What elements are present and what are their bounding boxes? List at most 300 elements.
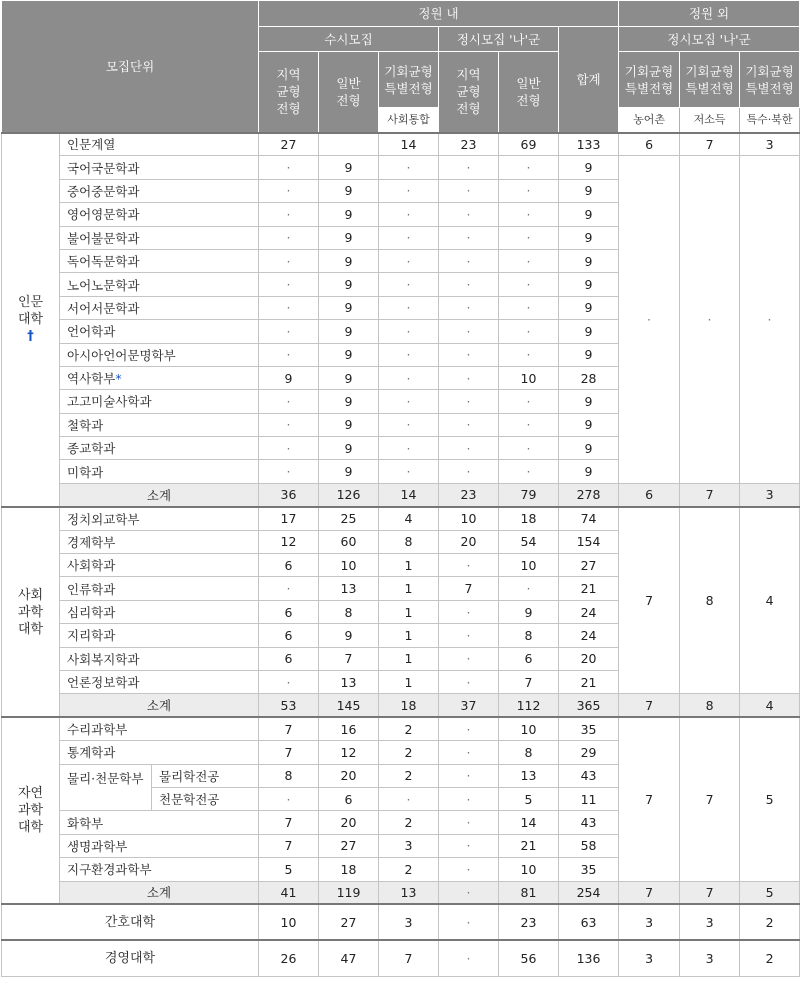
- humanities-row-4-cell-5: 9: [559, 226, 619, 249]
- natural-row-5-cell-1: 27: [319, 834, 379, 857]
- humanities-row-13-cell-2: ·: [379, 437, 439, 460]
- natural-row-4-cell-4: 14: [499, 811, 559, 834]
- table-row: [2, 133, 800, 156]
- header-sub-social: 사회통합: [379, 108, 439, 133]
- social-row-7-name: 언론정보학과: [60, 670, 259, 693]
- social-row-0-cell-4: 18: [499, 507, 559, 530]
- social-row-6-cell-2: 1: [379, 647, 439, 670]
- natural-row-1-cell-5: 29: [559, 741, 619, 764]
- social-row-0-name: 정치외교학부: [60, 507, 259, 530]
- nursing-cell-0: 10: [259, 904, 319, 940]
- humanities-row-1-out-1: ·: [680, 156, 740, 483]
- humanities-subtotal-cell-2: 14: [379, 483, 439, 506]
- social-row-4-cell-5: 24: [559, 600, 619, 623]
- natural-row-0-cell-3: ·: [439, 717, 499, 740]
- nursing-cell-2: 3: [379, 904, 439, 940]
- humanities-row-7-cell-5: 9: [559, 296, 619, 319]
- humanities-row-2-name: 중어중문학과: [60, 179, 259, 202]
- humanities-row-12-cell-5: 9: [559, 413, 619, 436]
- business-cell-2: 7: [379, 940, 439, 976]
- humanities-row-4-cell-4: ·: [499, 226, 559, 249]
- natural-row-3-cell-0: ·: [259, 787, 319, 810]
- humanities-row-7-cell-2: ·: [379, 296, 439, 319]
- social-row-5-cell-0: 6: [259, 624, 319, 647]
- humanities-row-7-name: 서어서문학과: [60, 296, 259, 319]
- natural-row-3-cell-1: 6: [319, 787, 379, 810]
- social-row-3-cell-3: 7: [439, 577, 499, 600]
- humanities-row-0-cell-0: 27: [259, 133, 319, 156]
- humanities-row-13-cell-1: 9: [319, 437, 379, 460]
- humanities-row-14-cell-0: ·: [259, 460, 319, 483]
- header-quota-out: 정원 외: [619, 1, 800, 27]
- social-row-4-cell-2: 1: [379, 600, 439, 623]
- natural-row-3-cell-3: ·: [439, 787, 499, 810]
- social-subtotal-out-0: 7: [619, 694, 680, 717]
- humanities-subtotal-cell-5: 278: [559, 483, 619, 506]
- humanities-row-10-cell-0: 9: [259, 366, 319, 389]
- nursing-out-1: 3: [680, 904, 740, 940]
- humanities-row-1-cell-4: ·: [499, 156, 559, 179]
- natural-row-4-cell-2: 2: [379, 811, 439, 834]
- humanities-row-4-cell-3: ·: [439, 226, 499, 249]
- social-row-2-name: 사회학과: [60, 554, 259, 577]
- natural-subtotal-out-2: 5: [740, 881, 800, 904]
- natural-row-0-cell-2: 2: [379, 717, 439, 740]
- natural-row-2-name: 물리·천문학부: [60, 764, 152, 811]
- humanities-row-13-name: 종교학과: [60, 437, 259, 460]
- social-row-0-cell-0: 17: [259, 507, 319, 530]
- social-row-3-cell-0: ·: [259, 577, 319, 600]
- humanities-row-5-cell-2: ·: [379, 249, 439, 272]
- social-subtotal-cell-2: 18: [379, 694, 439, 717]
- social-subtotal-out-2: 4: [740, 694, 800, 717]
- business-cell-3: ·: [439, 940, 499, 976]
- natural-row-5-cell-2: 3: [379, 834, 439, 857]
- social-row-6-cell-0: 6: [259, 647, 319, 670]
- humanities-row-3-cell-4: ·: [499, 203, 559, 226]
- college-natural: 자연 과학 대학: [2, 717, 60, 904]
- humanities-row-7-cell-3: ·: [439, 296, 499, 319]
- humanities-subtotal-cell-1: 126: [319, 483, 379, 506]
- natural-row-6-cell-2: 2: [379, 858, 439, 881]
- humanities-row-1-cell-0: ·: [259, 156, 319, 179]
- humanities-row-9-cell-0: ·: [259, 343, 319, 366]
- nursing-cell-4: 23: [499, 904, 559, 940]
- social-row-7-cell-2: 1: [379, 670, 439, 693]
- natural-row-4-cell-1: 20: [319, 811, 379, 834]
- natural-row-4-cell-5: 43: [559, 811, 619, 834]
- natural-row-6-cell-0: 5: [259, 858, 319, 881]
- humanities-subtotal-out-0: 6: [619, 483, 680, 506]
- humanities-row-12-cell-3: ·: [439, 413, 499, 436]
- natural-row-0-out-2: 5: [740, 717, 800, 881]
- social-subtotal-cell-5: 365: [559, 694, 619, 717]
- social-row-2-cell-3: ·: [439, 554, 499, 577]
- humanities-row-0-out-2: 3: [740, 133, 800, 156]
- humanities-row-3-cell-0: ·: [259, 203, 319, 226]
- natural-row-5-cell-5: 58: [559, 834, 619, 857]
- natural-subtotal-cell-3: ·: [439, 881, 499, 904]
- natural-subtotal-cell-1: 119: [319, 881, 379, 904]
- humanities-row-9-name: 아시아언어문명학부: [60, 343, 259, 366]
- humanities-row-6-cell-2: ·: [379, 273, 439, 296]
- humanities-row-10-cell-4: 10: [499, 366, 559, 389]
- natural-row-2-cell-2: 2: [379, 764, 439, 787]
- humanities-row-1-cell-2: ·: [379, 156, 439, 179]
- header-opportunity: 기회균형 특별전형: [379, 52, 439, 108]
- social-row-0-cell-3: 10: [439, 507, 499, 530]
- humanities-row-5-cell-0: ·: [259, 249, 319, 272]
- natural-row-1-cell-3: ·: [439, 741, 499, 764]
- humanities-row-1-cell-1: 9: [319, 156, 379, 179]
- humanities-row-13-cell-0: ·: [259, 437, 319, 460]
- header-out-2: 기회균형 특별전형: [680, 52, 740, 108]
- humanities-row-2-cell-0: ·: [259, 179, 319, 202]
- natural-row-0-name: 수리과학부: [60, 717, 259, 740]
- humanities-row-6-cell-3: ·: [439, 273, 499, 296]
- humanities-row-10-cell-2: ·: [379, 366, 439, 389]
- social-subtotal-out-1: 8: [680, 694, 740, 717]
- social-row-3-cell-4: ·: [499, 577, 559, 600]
- natural-row-1-name: 통계학과: [60, 741, 259, 764]
- social-row-0-cell-1: 25: [319, 507, 379, 530]
- humanities-row-11-cell-0: ·: [259, 390, 319, 413]
- header-susi: 수시모집: [259, 27, 439, 52]
- natural-row-6-name: 지구환경과학부: [60, 858, 259, 881]
- natural-row-6-cell-4: 10: [499, 858, 559, 881]
- humanities-row-11-cell-1: 9: [319, 390, 379, 413]
- humanities-row-9-cell-4: ·: [499, 343, 559, 366]
- social-row-6-cell-4: 6: [499, 647, 559, 670]
- social-row-0-cell-2: 4: [379, 507, 439, 530]
- humanities-row-8-cell-0: ·: [259, 320, 319, 343]
- natural-row-0-out-0: 7: [619, 717, 680, 881]
- social-row-6-cell-1: 7: [319, 647, 379, 670]
- humanities-subtotal-cell-4: 79: [499, 483, 559, 506]
- humanities-row-3-name: 영어영문학과: [60, 203, 259, 226]
- humanities-row-5-name: 독어독문학과: [60, 249, 259, 272]
- college-business: 경영대학: [2, 940, 259, 976]
- natural-row-2-sub-name: 물리학전공: [152, 764, 259, 787]
- natural-row-2-cell-3: ·: [439, 764, 499, 787]
- humanities-row-0-cell-4: 69: [499, 133, 559, 156]
- social-row-1-cell-1: 60: [319, 530, 379, 553]
- social-row-4-cell-4: 9: [499, 600, 559, 623]
- humanities-row-8-cell-5: 9: [559, 320, 619, 343]
- natural-row-0-cell-4: 10: [499, 717, 559, 740]
- humanities-row-0-cell-3: 23: [439, 133, 499, 156]
- natural-row-3-cell-2: ·: [379, 787, 439, 810]
- humanities-row-7-cell-4: ·: [499, 296, 559, 319]
- social-row-6-cell-3: ·: [439, 647, 499, 670]
- social-row-2-cell-1: 10: [319, 554, 379, 577]
- natural-row-3-cell-4: 5: [499, 787, 559, 810]
- social-row-0-out-2: 4: [740, 507, 800, 694]
- header-sub-lowincome: 저소득: [680, 108, 740, 133]
- humanities-row-3-cell-3: ·: [439, 203, 499, 226]
- natural-subtotal-cell-5: 254: [559, 881, 619, 904]
- nursing-out-0: 3: [619, 904, 680, 940]
- humanities-row-5-cell-4: ·: [499, 249, 559, 272]
- business-out-1: 3: [680, 940, 740, 976]
- humanities-row-5-cell-1: 9: [319, 249, 379, 272]
- nursing-cell-1: 27: [319, 904, 379, 940]
- humanities-row-3-cell-2: ·: [379, 203, 439, 226]
- humanities-row-13-cell-3: ·: [439, 437, 499, 460]
- natural-subtotal-label: 소계: [60, 881, 259, 904]
- humanities-row-7-cell-0: ·: [259, 296, 319, 319]
- college-humanities: 인문 대학 †: [2, 133, 60, 507]
- humanities-subtotal-cell-0: 36: [259, 483, 319, 506]
- humanities-row-12-cell-2: ·: [379, 413, 439, 436]
- natural-row-4-name: 화학부: [60, 811, 259, 834]
- natural-row-0-cell-1: 16: [319, 717, 379, 740]
- humanities-row-8-cell-3: ·: [439, 320, 499, 343]
- header-regional-2: 지역 균형 전형: [439, 52, 499, 133]
- humanities-row-14-cell-2: ·: [379, 460, 439, 483]
- humanities-row-9-cell-3: ·: [439, 343, 499, 366]
- natural-subtotal-cell-0: 41: [259, 881, 319, 904]
- humanities-subtotal-label: 소계: [60, 483, 259, 506]
- header-total: 합계: [559, 27, 619, 133]
- social-subtotal-cell-1: 145: [319, 694, 379, 717]
- social-row-4-name: 심리학과: [60, 600, 259, 623]
- humanities-row-11-cell-2: ·: [379, 390, 439, 413]
- social-row-5-name: 지리학과: [60, 624, 259, 647]
- college-mark: †: [27, 329, 34, 345]
- humanities-row-2-cell-3: ·: [439, 179, 499, 202]
- natural-row-2-cell-0: 8: [259, 764, 319, 787]
- humanities-row-8-cell-4: ·: [499, 320, 559, 343]
- humanities-row-1-out-0: ·: [619, 156, 680, 483]
- social-row-0-out-1: 8: [680, 507, 740, 694]
- college-social: 사회 과학 대학: [2, 507, 60, 718]
- humanities-row-9-cell-1: 9: [319, 343, 379, 366]
- natural-subtotal-row: [2, 881, 800, 904]
- humanities-row-3-cell-1: 9: [319, 203, 379, 226]
- humanities-row-5-cell-3: ·: [439, 249, 499, 272]
- humanities-row-8-cell-1: 9: [319, 320, 379, 343]
- social-row-7-cell-5: 21: [559, 670, 619, 693]
- humanities-row-2-cell-4: ·: [499, 179, 559, 202]
- natural-subtotal-out-1: 7: [680, 881, 740, 904]
- social-row-7-cell-4: 7: [499, 670, 559, 693]
- nursing-cell-3: ·: [439, 904, 499, 940]
- header-regional: 지역 균형 전형: [259, 52, 319, 133]
- humanities-row-10-cell-1: 9: [319, 366, 379, 389]
- social-subtotal-row: [2, 694, 800, 717]
- humanities-row-10-cell-3: ·: [439, 366, 499, 389]
- natural-row-1-cell-4: 8: [499, 741, 559, 764]
- humanities-subtotal-out-2: 3: [740, 483, 800, 506]
- table-body: [2, 133, 800, 977]
- social-subtotal-label: 소계: [60, 694, 259, 717]
- natural-subtotal-cell-4: 81: [499, 881, 559, 904]
- humanities-row-11-name: 고고미술사학과: [60, 390, 259, 413]
- social-row-3-cell-2: 1: [379, 577, 439, 600]
- college-nursing: 간호대학: [2, 904, 259, 940]
- business-row: [2, 940, 800, 976]
- humanities-row-14-cell-5: 9: [559, 460, 619, 483]
- social-row-6-cell-5: 20: [559, 647, 619, 670]
- social-row-5-cell-1: 9: [319, 624, 379, 647]
- social-row-5-cell-4: 8: [499, 624, 559, 647]
- social-row-1-cell-5: 154: [559, 530, 619, 553]
- header-jeongsi-out: 정시모집 '나'군: [619, 27, 800, 52]
- header-general: 일반 전형: [319, 52, 379, 133]
- humanities-row-2-cell-5: 9: [559, 179, 619, 202]
- social-row-5-cell-5: 24: [559, 624, 619, 647]
- admission-quota-table: [1, 0, 800, 977]
- humanities-row-0-cell-1: [319, 133, 379, 156]
- humanities-row-12-cell-1: 9: [319, 413, 379, 436]
- natural-row-0-cell-5: 35: [559, 717, 619, 740]
- humanities-row-2-cell-2: ·: [379, 179, 439, 202]
- social-row-1-cell-2: 8: [379, 530, 439, 553]
- social-row-2-cell-4: 10: [499, 554, 559, 577]
- social-row-6-name: 사회복지학과: [60, 647, 259, 670]
- humanities-row-3-cell-5: 9: [559, 203, 619, 226]
- social-row-2-cell-0: 6: [259, 554, 319, 577]
- humanities-row-4-cell-1: 9: [319, 226, 379, 249]
- humanities-row-8-cell-2: ·: [379, 320, 439, 343]
- social-row-5-cell-3: ·: [439, 624, 499, 647]
- social-subtotal-cell-0: 53: [259, 694, 319, 717]
- natural-row-5-cell-4: 21: [499, 834, 559, 857]
- business-out-0: 3: [619, 940, 680, 976]
- natural-row-5-name: 생명과학부: [60, 834, 259, 857]
- social-row-7-cell-3: ·: [439, 670, 499, 693]
- humanities-row-6-cell-5: 9: [559, 273, 619, 296]
- business-cell-0: 26: [259, 940, 319, 976]
- humanities-row-11-cell-3: ·: [439, 390, 499, 413]
- humanities-row-11-cell-5: 9: [559, 390, 619, 413]
- humanities-row-6-cell-4: ·: [499, 273, 559, 296]
- social-row-2-cell-2: 1: [379, 554, 439, 577]
- humanities-row-12-cell-4: ·: [499, 413, 559, 436]
- humanities-row-1-cell-3: ·: [439, 156, 499, 179]
- humanities-row-0-name: 인문계열: [60, 133, 259, 156]
- humanities-row-0-cell-5: 133: [559, 133, 619, 156]
- business-cell-4: 56: [499, 940, 559, 976]
- business-cell-5: 136: [559, 940, 619, 976]
- header-quota-in: 정원 내: [259, 1, 619, 27]
- social-row-2-cell-5: 27: [559, 554, 619, 577]
- header-out-3: 기회균형 특별전형: [740, 52, 800, 108]
- humanities-row-2-cell-1: 9: [319, 179, 379, 202]
- humanities-row-6-cell-0: ·: [259, 273, 319, 296]
- humanities-subtotal-out-1: 7: [680, 483, 740, 506]
- nursing-cell-5: 63: [559, 904, 619, 940]
- social-row-1-name: 경제학부: [60, 530, 259, 553]
- humanities-row-8-name: 언어학과: [60, 320, 259, 343]
- humanities-row-13-cell-4: ·: [499, 437, 559, 460]
- header-out-1: 기회균형 특별전형: [619, 52, 680, 108]
- humanities-row-1-out-2: ·: [740, 156, 800, 483]
- humanities-row-0-out-0: 6: [619, 133, 680, 156]
- table-row: [2, 156, 800, 179]
- natural-row-3-cell-5: 11: [559, 787, 619, 810]
- humanities-row-1-name: 국어국문학과: [60, 156, 259, 179]
- social-row-7-cell-0: ·: [259, 670, 319, 693]
- natural-row-0-out-1: 7: [680, 717, 740, 881]
- social-row-1-cell-0: 12: [259, 530, 319, 553]
- social-row-3-name: 인류학과: [60, 577, 259, 600]
- natural-subtotal-out-0: 7: [619, 881, 680, 904]
- social-row-1-cell-3: 20: [439, 530, 499, 553]
- humanities-row-7-cell-1: 9: [319, 296, 379, 319]
- table-row: [2, 717, 800, 740]
- humanities-row-9-cell-5: 9: [559, 343, 619, 366]
- social-row-4-cell-3: ·: [439, 600, 499, 623]
- natural-row-2-cell-5: 43: [559, 764, 619, 787]
- header-unit: 모집단위: [2, 1, 259, 133]
- humanities-row-0-cell-2: 14: [379, 133, 439, 156]
- humanities-row-4-cell-0: ·: [259, 226, 319, 249]
- social-row-4-cell-0: 6: [259, 600, 319, 623]
- header-jeongsi-in: 정시모집 '나'군: [439, 27, 559, 52]
- social-row-4-cell-1: 8: [319, 600, 379, 623]
- humanities-row-12-cell-0: ·: [259, 413, 319, 436]
- social-subtotal-cell-4: 112: [499, 694, 559, 717]
- humanities-row-1-cell-5: 9: [559, 156, 619, 179]
- humanities-row-12-name: 철학과: [60, 413, 259, 436]
- humanities-row-13-cell-5: 9: [559, 437, 619, 460]
- header-sub-rural: 농어촌: [619, 108, 680, 133]
- natural-row-0-cell-0: 7: [259, 717, 319, 740]
- humanities-row-14-cell-1: 9: [319, 460, 379, 483]
- natural-row-2-cell-1: 20: [319, 764, 379, 787]
- humanities-row-4-name: 불어불문학과: [60, 226, 259, 249]
- humanities-row-10-cell-5: 28: [559, 366, 619, 389]
- natural-row-3-sub-name: 천문학전공: [152, 787, 259, 810]
- natural-row-1-cell-2: 2: [379, 741, 439, 764]
- natural-row-6-cell-5: 35: [559, 858, 619, 881]
- humanities-subtotal-row: [2, 483, 800, 506]
- social-row-3-cell-1: 13: [319, 577, 379, 600]
- humanities-row-6-cell-1: 9: [319, 273, 379, 296]
- humanities-row-9-cell-2: ·: [379, 343, 439, 366]
- business-out-2: 2: [740, 940, 800, 976]
- natural-row-4-cell-0: 7: [259, 811, 319, 834]
- natural-row-1-cell-0: 7: [259, 741, 319, 764]
- humanities-row-4-cell-2: ·: [379, 226, 439, 249]
- header-general-2: 일반 전형: [499, 52, 559, 133]
- humanities-subtotal-cell-3: 23: [439, 483, 499, 506]
- humanities-row-0-out-1: 7: [680, 133, 740, 156]
- natural-row-2-cell-4: 13: [499, 764, 559, 787]
- business-cell-1: 47: [319, 940, 379, 976]
- humanities-row-11-cell-4: ·: [499, 390, 559, 413]
- header-sub-special: 특수·북한: [740, 108, 800, 133]
- nursing-out-2: 2: [740, 904, 800, 940]
- social-row-7-cell-1: 13: [319, 670, 379, 693]
- social-row-0-out-0: 7: [619, 507, 680, 694]
- humanities-row-5-cell-5: 9: [559, 249, 619, 272]
- natural-subtotal-cell-2: 13: [379, 881, 439, 904]
- social-row-3-cell-5: 21: [559, 577, 619, 600]
- natural-row-6-cell-3: ·: [439, 858, 499, 881]
- social-row-5-cell-2: 1: [379, 624, 439, 647]
- natural-row-5-cell-0: 7: [259, 834, 319, 857]
- humanities-row-10-name: 역사학부*: [60, 366, 259, 389]
- natural-row-4-cell-3: ·: [439, 811, 499, 834]
- nursing-row: [2, 904, 800, 940]
- humanities-row-14-cell-3: ·: [439, 460, 499, 483]
- natural-row-1-cell-1: 12: [319, 741, 379, 764]
- humanities-row-6-name: 노어노문학과: [60, 273, 259, 296]
- social-row-0-cell-5: 74: [559, 507, 619, 530]
